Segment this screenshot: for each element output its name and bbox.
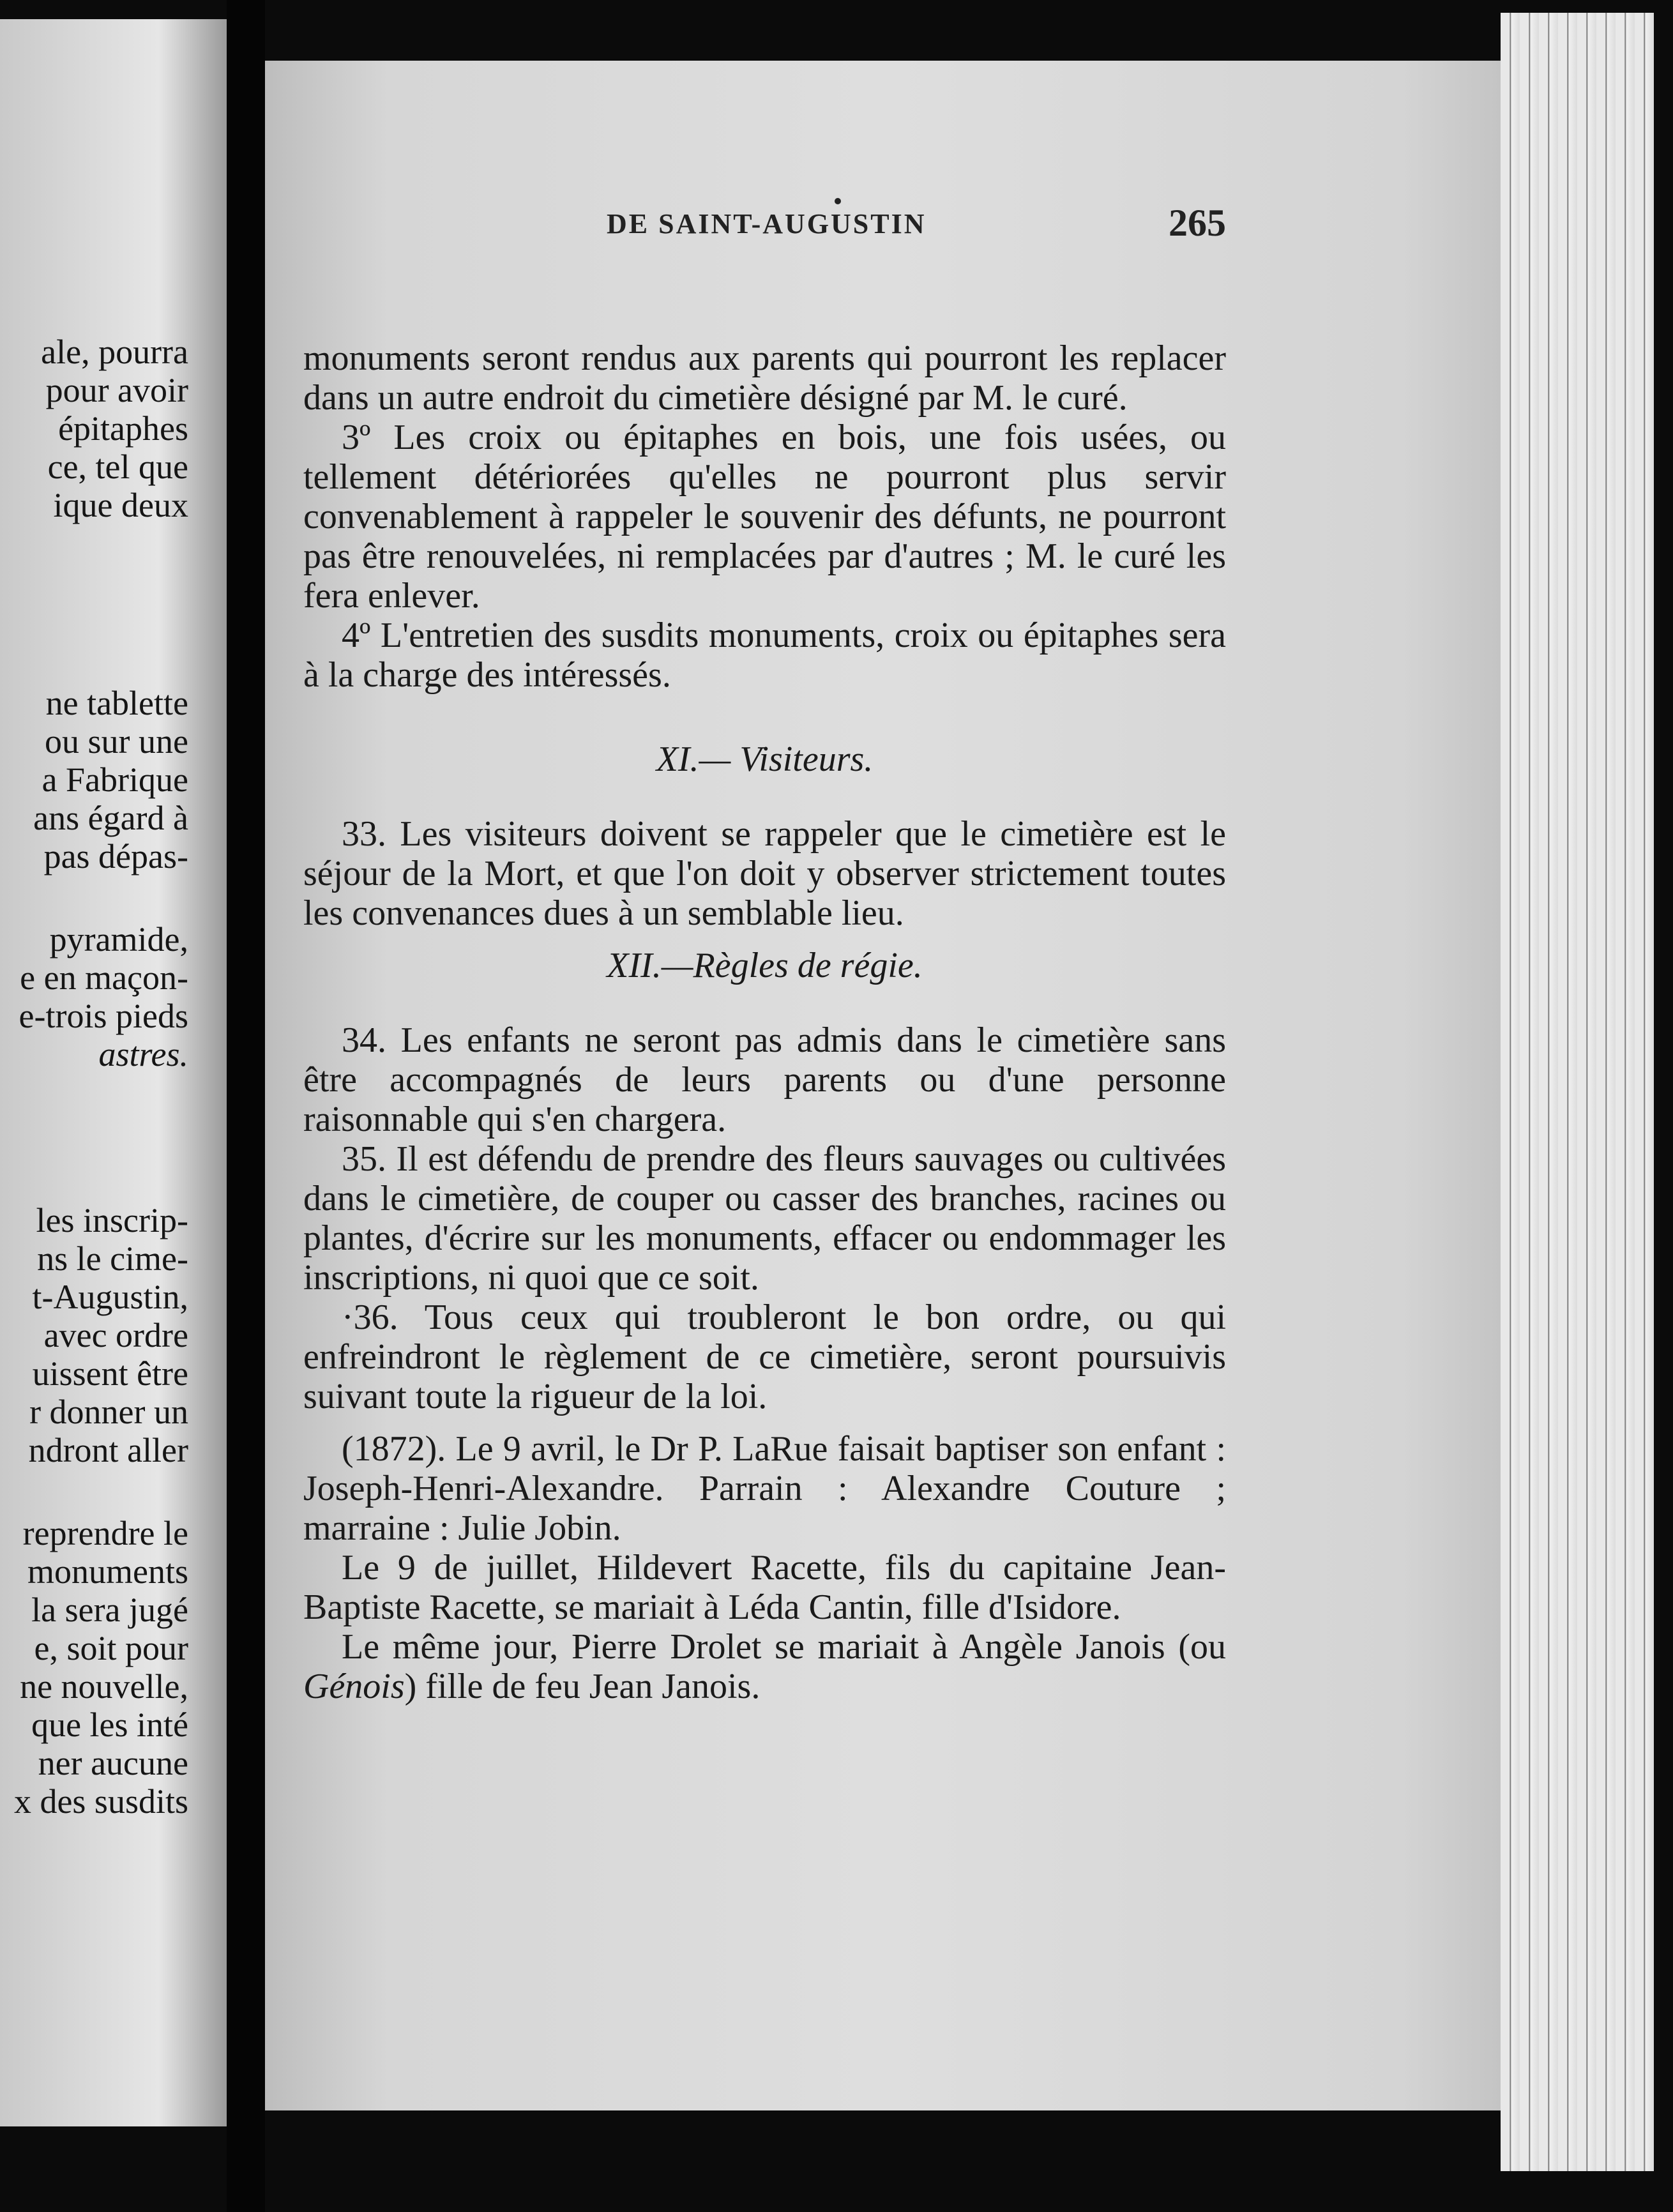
previous-page-fragment [0,19,227,2126]
previous-page-line: pour avoir [45,371,188,409]
previous-page-line: ner aucune [38,1744,188,1782]
paragraph: 4º L'entretien des susdits monuments, croix ou épitaphes sera à la charge des intéressés. [303,616,1226,695]
book-gutter [227,0,265,2212]
section-heading: XII.—Règles de régie. [607,946,923,985]
running-head: DE SAINT-AUGUSTIN [607,208,927,239]
previous-page-line: ne nouvelle, [20,1667,188,1706]
previous-page-line: e, soit pour [34,1629,188,1667]
paragraph: Le 9 de juillet, Hildevert Racette, fils du capitaine Jean-Baptiste Racette, se mariait à Léda Cantin, fille d'Isidore. [303,1548,1226,1627]
previous-page-line: ique deux [53,486,188,524]
paragraph: 33. Les visiteurs doivent se rappeler que le cimetière est le séjour de la Mort, et que l'on doit y observer strictement toutes les convenances dues à un semblable lieu. [303,814,1226,933]
previous-page-line: reprendre le [22,1514,188,1552]
previous-page-line: pyramide, [49,920,188,958]
page-body [303,338,1226,1706]
page-number: 265 [1169,202,1226,244]
previous-page-line: ou sur une [45,722,188,761]
previous-page-line: a Fabrique [42,761,188,799]
previous-page-line: ns le cime- [37,1239,188,1278]
previous-page-line: x des susdits [13,1782,188,1821]
previous-page-line: e-trois pieds [19,997,188,1035]
previous-page-line: monuments [27,1552,188,1591]
previous-page-line: t-Augustin, [32,1278,188,1316]
previous-page-line: ans égard à [33,799,188,837]
previous-page-line: r donner un [29,1393,188,1431]
previous-page-line: ale, pourra [41,333,188,371]
previous-page-line: ne tablette [45,684,188,722]
paragraph-text: Le même jour, Pierre Drolet se mariait à Angèle Janois (ou [342,1627,1226,1667]
previous-page-line: que les inté [31,1706,188,1744]
section-heading: XI.— Visiteurs. [656,739,874,779]
page-stack-edge [1501,13,1654,2171]
previous-page-line: les inscrip- [36,1201,188,1239]
previous-page-line: épitaphes [58,409,188,448]
paragraph-text: ) fille de feu Jean Janois. [404,1667,761,1706]
previous-page-line: la sera jugé [31,1591,188,1629]
previous-page-line: astres. [98,1035,188,1073]
previous-page-line: ce, tel que [47,448,188,486]
previous-page-line: e en maçon- [20,958,188,997]
paragraph: 34. Les enfants ne seront pas admis dans le cimetière sans être accompagnés de leurs parents ou d'une personne raisonnable qui s'en chargera. [303,1020,1226,1139]
paragraph [303,1627,1226,1706]
previous-page-line: avec ordre [43,1316,188,1354]
paragraph: 35. Il est défendu de prendre des fleurs sauvages ou cultivées dans le cimetière, de couper ou casser des branches, racines ou plantes, d'écrire sur les monuments, effacer ou endommager les inscriptions, ni quoi que ce soit. [303,1139,1226,1298]
print-speck [835,198,841,204]
paragraph: (1872). Le 9 avril, le Dr P. LaRue faisait baptiser son enfant : Joseph-Henri-Alexandre. Parrain : Alexandre Couture ; marraine : Julie Jobin. [303,1429,1226,1548]
paragraph: 3º Les croix ou épitaphes en bois, une fois usées, ou tellement détériorées qu'elles ne pourront plus servir convenablement à rappeler le souvenir des défunts, ne pourront pas être renouvelées, ni remplacées par d'autres ; M. le curé les fera enlever. [303,418,1226,616]
page-header [307,202,1226,271]
paragraph: monuments seront rendus aux parents qui pourront les replacer dans un autre endroit du cimetière désigné par M. le curé. [303,338,1226,418]
previous-page-line: ndront aller [28,1431,188,1469]
paragraph-text-italic: Génois [303,1667,405,1706]
previous-page-line: uissent être [32,1354,188,1393]
paragraph: ·36. Tous ceux qui troubleront le bon ordre, ou qui enfreindront le règlement de ce cimetière, seront poursuivis suivant toute la rigueur de la loi. [303,1298,1226,1416]
previous-page-line: pas dépas- [43,837,188,875]
